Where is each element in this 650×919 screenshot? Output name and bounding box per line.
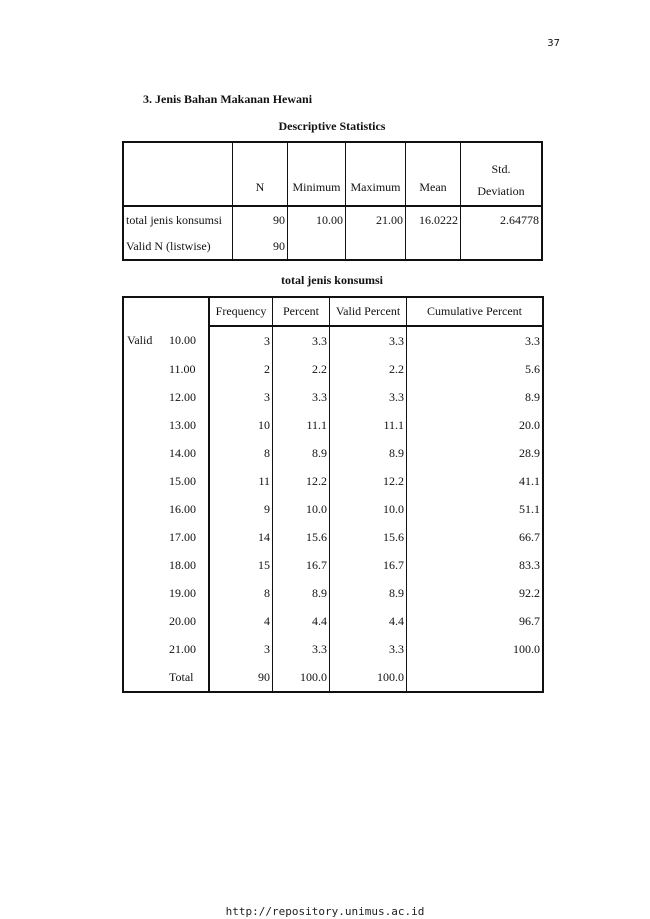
percent-cell: 11.1 — [273, 411, 330, 439]
percent-cell: 3.3 — [273, 383, 330, 411]
category-cell: Total — [169, 669, 194, 684]
table-row — [123, 383, 543, 411]
frequency-cell: 3 — [209, 383, 273, 411]
category-cell: 10.00 — [169, 333, 196, 347]
valid-percent-cell: 11.1 — [330, 411, 407, 439]
table-header-row — [123, 142, 542, 206]
group-label — [123, 411, 165, 439]
footer-url: http://repository.unimus.ac.id — [225, 905, 425, 918]
percent-cell: 4.4 — [273, 607, 330, 635]
table-row — [123, 439, 543, 467]
cumulative-percent-cell: 5.6 — [407, 355, 544, 383]
cell-minimum: 10.00 — [288, 206, 346, 233]
category-cell: 18.00 — [169, 557, 196, 572]
percent-cell: 15.6 — [273, 523, 330, 551]
frequency-cell: 11 — [209, 467, 273, 495]
header-std-line1: Std. — [491, 162, 511, 176]
group-label — [123, 607, 165, 635]
valid-percent-cell: 2.2 — [330, 355, 407, 383]
valid-percent-cell: 15.6 — [330, 523, 407, 551]
table-row — [123, 467, 543, 495]
cumulative-percent-cell: 28.9 — [407, 439, 544, 467]
frequency-table — [122, 296, 544, 693]
valid-percent-cell: 12.2 — [330, 467, 407, 495]
header-maximum: Maximum — [346, 142, 406, 206]
group-label — [123, 383, 165, 411]
row-label: total jenis konsumsi — [126, 212, 222, 227]
group-label — [123, 663, 165, 692]
frequency-cell: 4 — [209, 607, 273, 635]
valid-percent-cell: 3.3 — [330, 635, 407, 663]
frequency-cell: 90 — [209, 663, 273, 692]
frequency-cell: 3 — [209, 635, 273, 663]
percent-cell: 16.7 — [273, 551, 330, 579]
group-label — [123, 579, 165, 607]
valid-percent-cell: 3.3 — [330, 326, 407, 355]
table-row — [123, 551, 543, 579]
table-row — [123, 326, 543, 355]
group-label — [123, 551, 165, 579]
header-minimum: Minimum — [288, 142, 346, 206]
frequency-cell: 8 — [209, 579, 273, 607]
table-row — [123, 233, 542, 260]
cumulative-percent-cell: 66.7 — [407, 523, 544, 551]
category-cell: 17.00 — [169, 529, 196, 544]
cumulative-percent-cell: 51.1 — [407, 495, 544, 523]
cell-maximum: 21.00 — [346, 206, 406, 233]
header-blank — [123, 297, 165, 326]
table-row — [123, 495, 543, 523]
cumulative-percent-cell: 83.3 — [407, 551, 544, 579]
category-cell: 12.00 — [169, 389, 196, 404]
percent-cell: 8.9 — [273, 439, 330, 467]
group-label — [123, 495, 165, 523]
group-label — [123, 635, 165, 663]
valid-percent-cell: 10.0 — [330, 495, 407, 523]
frequency-cell: 3 — [209, 326, 273, 355]
valid-percent-cell: 8.9 — [330, 579, 407, 607]
category-cell: 20.00 — [169, 613, 196, 628]
frequency-table-body — [123, 326, 543, 692]
frequency-cell: 15 — [209, 551, 273, 579]
category-cell: 14.00 — [169, 445, 196, 460]
cell-minimum — [288, 233, 346, 260]
cell-n: 90 — [233, 206, 288, 233]
group-label — [123, 467, 165, 495]
page-number: 37 — [547, 38, 560, 49]
frequency-table-title: total jenis konsumsi — [280, 273, 384, 287]
header-n: N — [233, 142, 288, 206]
header-blank — [165, 297, 209, 326]
valid-percent-cell: 3.3 — [330, 383, 407, 411]
header-std-line2: Deviation — [477, 184, 525, 198]
percent-cell: 3.3 — [273, 326, 330, 355]
cell-mean — [406, 233, 461, 260]
valid-percent-cell: 4.4 — [330, 607, 407, 635]
group-label — [123, 439, 165, 467]
category-cell: 15.00 — [169, 473, 196, 488]
table-header-row — [123, 297, 543, 326]
percent-cell: 2.2 — [273, 355, 330, 383]
valid-percent-cell: 16.7 — [330, 551, 407, 579]
table-row — [123, 206, 542, 233]
cumulative-percent-cell: 100.0 — [407, 635, 544, 663]
group-label: Valid — [127, 333, 153, 347]
percent-cell: 100.0 — [273, 663, 330, 692]
frequency-cell: 8 — [209, 439, 273, 467]
frequency-cell: 10 — [209, 411, 273, 439]
cumulative-percent-cell: 96.7 — [407, 607, 544, 635]
header-percent: Percent — [273, 297, 330, 326]
frequency-cell: 14 — [209, 523, 273, 551]
cell-mean: 16.0222 — [406, 206, 461, 233]
percent-cell: 3.3 — [273, 635, 330, 663]
cumulative-percent-cell — [407, 663, 544, 692]
category-cell: 19.00 — [169, 585, 196, 600]
percent-cell: 10.0 — [273, 495, 330, 523]
group-label — [123, 523, 165, 551]
cumulative-percent-cell: 41.1 — [407, 467, 544, 495]
cell-maximum — [346, 233, 406, 260]
category-cell: 21.00 — [169, 641, 196, 656]
table-row — [123, 523, 543, 551]
header-std-deviation — [461, 142, 543, 206]
cumulative-percent-cell: 92.2 — [407, 579, 544, 607]
cumulative-percent-cell: 8.9 — [407, 383, 544, 411]
category-cell: 13.00 — [169, 417, 196, 432]
table-row — [123, 635, 543, 663]
cell-std — [461, 233, 543, 260]
table-row — [123, 355, 543, 383]
category-cell: 16.00 — [169, 501, 196, 516]
cumulative-percent-cell: 3.3 — [407, 326, 544, 355]
header-valid-percent: Valid Percent — [330, 297, 407, 326]
cell-std: 2.64778 — [461, 206, 543, 233]
percent-cell: 12.2 — [273, 467, 330, 495]
descriptive-statistics-table — [122, 141, 543, 261]
frequency-cell: 2 — [209, 355, 273, 383]
header-frequency: Frequency — [209, 297, 273, 326]
header-mean: Mean — [406, 142, 461, 206]
descriptive-table-title: Descriptive Statistics — [278, 119, 386, 133]
header-cumulative-percent: Cumulative Percent — [407, 297, 544, 326]
cumulative-percent-cell: 20.0 — [407, 411, 544, 439]
valid-percent-cell: 100.0 — [330, 663, 407, 692]
category-cell: 11.00 — [169, 361, 196, 376]
row-label: Valid N (listwise) — [126, 238, 211, 253]
group-label — [123, 355, 165, 383]
header-blank — [123, 142, 233, 206]
cell-n: 90 — [233, 233, 288, 260]
valid-percent-cell: 8.9 — [330, 439, 407, 467]
table-row — [123, 411, 543, 439]
table-row — [123, 579, 543, 607]
frequency-cell: 9 — [209, 495, 273, 523]
table-row — [123, 663, 543, 692]
percent-cell: 8.9 — [273, 579, 330, 607]
section-heading: 3. Jenis Bahan Makanan Hewani — [143, 92, 313, 106]
table-row — [123, 607, 543, 635]
